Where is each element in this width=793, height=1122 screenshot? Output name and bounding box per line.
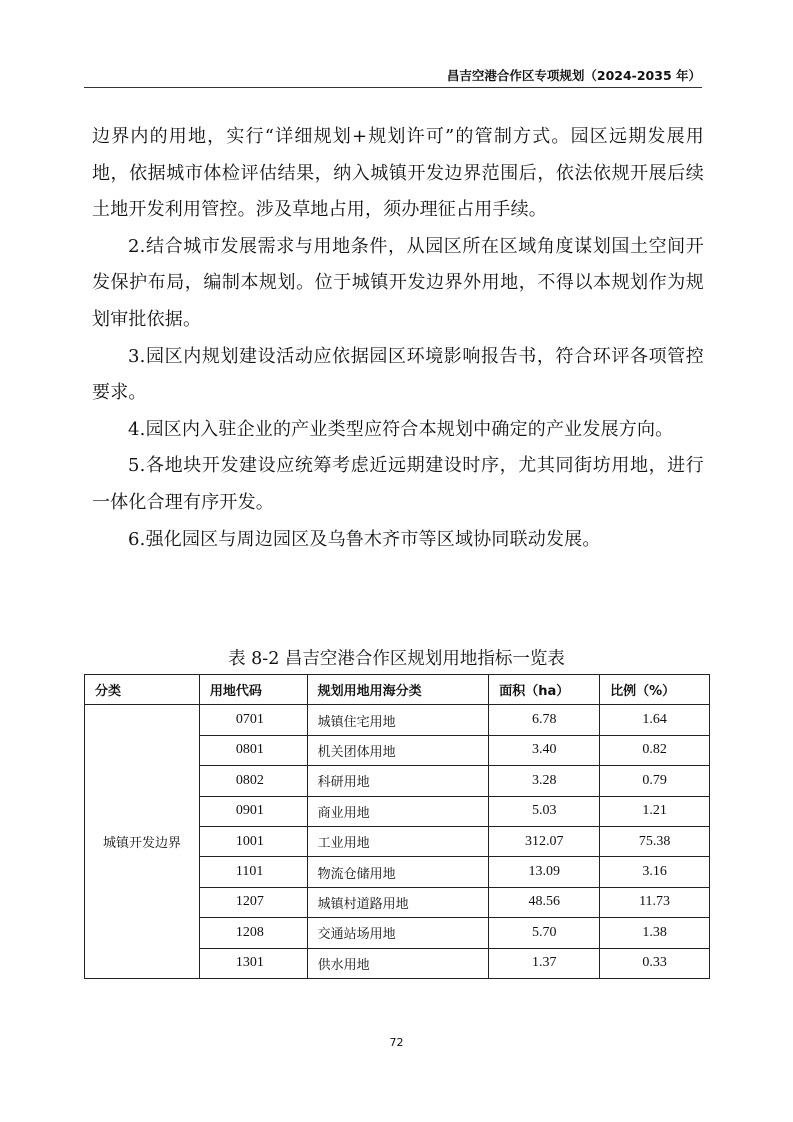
code-cell: 1208	[199, 918, 307, 948]
header-classification: 规划用地用海分类	[307, 675, 489, 705]
area-cell: 13.09	[489, 857, 600, 887]
code-cell: 1001	[199, 826, 307, 856]
paragraph-item-6: 6.强化园区与周边园区及乌鲁木齐市等区域协同联动发展。	[128, 528, 601, 550]
ratio-cell: 0.33	[600, 948, 710, 978]
area-cell: 3.28	[489, 766, 600, 796]
ratio-cell: 1.21	[600, 796, 710, 826]
ratio-cell: 1.64	[600, 705, 710, 735]
category-cell: 城镇开发边界	[85, 705, 200, 979]
header-divider	[84, 87, 702, 88]
paragraph-continuation: 边界内的用地，实行“详细规划+规划许可”的管制方式。园区远期发展用地，依据城市体检评估结果，纳入城镇开发边界范围后，依法依规开展后续土地开发利用管控。涉及草地占用，须办理征占用手续。	[92, 126, 704, 221]
name-cell: 城镇村道路用地	[307, 887, 489, 917]
code-cell: 0802	[199, 766, 307, 796]
paragraph-item-4: 4.园区内入驻企业的产业类型应符合本规划中确定的产业发展方向。	[128, 418, 674, 440]
area-cell: 48.56	[489, 887, 600, 917]
name-cell: 供水用地	[307, 948, 489, 978]
name-cell: 交通站场用地	[307, 918, 489, 948]
body-text	[92, 119, 704, 558]
ratio-cell: 1.38	[600, 918, 710, 948]
page-number: 72	[389, 1036, 404, 1049]
land-use-table	[84, 674, 710, 979]
area-cell: 5.03	[489, 796, 600, 826]
running-header: 昌吉空港合作区专项规划（2024-2035 年）	[446, 68, 701, 83]
table-row	[85, 705, 710, 735]
ratio-cell: 75.38	[600, 826, 710, 856]
name-cell: 物流仓储用地	[307, 857, 489, 887]
code-cell: 0801	[199, 735, 307, 765]
ratio-cell: 11.73	[600, 887, 710, 917]
name-cell: 工业用地	[307, 826, 489, 856]
ratio-cell: 3.16	[600, 857, 710, 887]
table-header-row	[85, 675, 710, 705]
area-cell: 1.37	[489, 948, 600, 978]
name-cell: 商业用地	[307, 796, 489, 826]
area-cell: 3.40	[489, 735, 600, 765]
code-cell: 1207	[199, 887, 307, 917]
header-ratio: 比例（%）	[600, 675, 710, 705]
header-code: 用地代码	[199, 675, 307, 705]
code-cell: 1101	[199, 857, 307, 887]
paragraph-item-3: 3.园区内规划建设活动应依据园区环境影响报告书，符合环评各项管控要求。	[92, 345, 704, 404]
table-caption: 表 8-2 昌吉空港合作区规划用地指标一览表	[228, 649, 565, 669]
code-cell: 0701	[199, 705, 307, 735]
code-cell: 1301	[199, 948, 307, 978]
name-cell: 机关团体用地	[307, 735, 489, 765]
ratio-cell: 0.82	[600, 735, 710, 765]
header-area: 面积（ha）	[489, 675, 600, 705]
paragraph-item-2: 2.结合城市发展需求与用地条件，从园区所在区域角度谋划国土空间开发保护布局，编制本规划。位于城镇开发边界外用地，不得以本规划作为规划审批依据。	[92, 235, 704, 330]
area-cell: 312.07	[489, 826, 600, 856]
area-cell: 5.70	[489, 918, 600, 948]
name-cell: 科研用地	[307, 766, 489, 796]
header-category: 分类	[85, 675, 200, 705]
name-cell: 城镇住宅用地	[307, 705, 489, 735]
ratio-cell: 0.79	[600, 766, 710, 796]
code-cell: 0901	[199, 796, 307, 826]
paragraph-item-5: 5.各地块开发建设应统筹考虑近远期建设时序，尤其同街坊用地，进行一体化合理有序开发。	[92, 455, 704, 513]
area-cell: 6.78	[489, 705, 600, 735]
